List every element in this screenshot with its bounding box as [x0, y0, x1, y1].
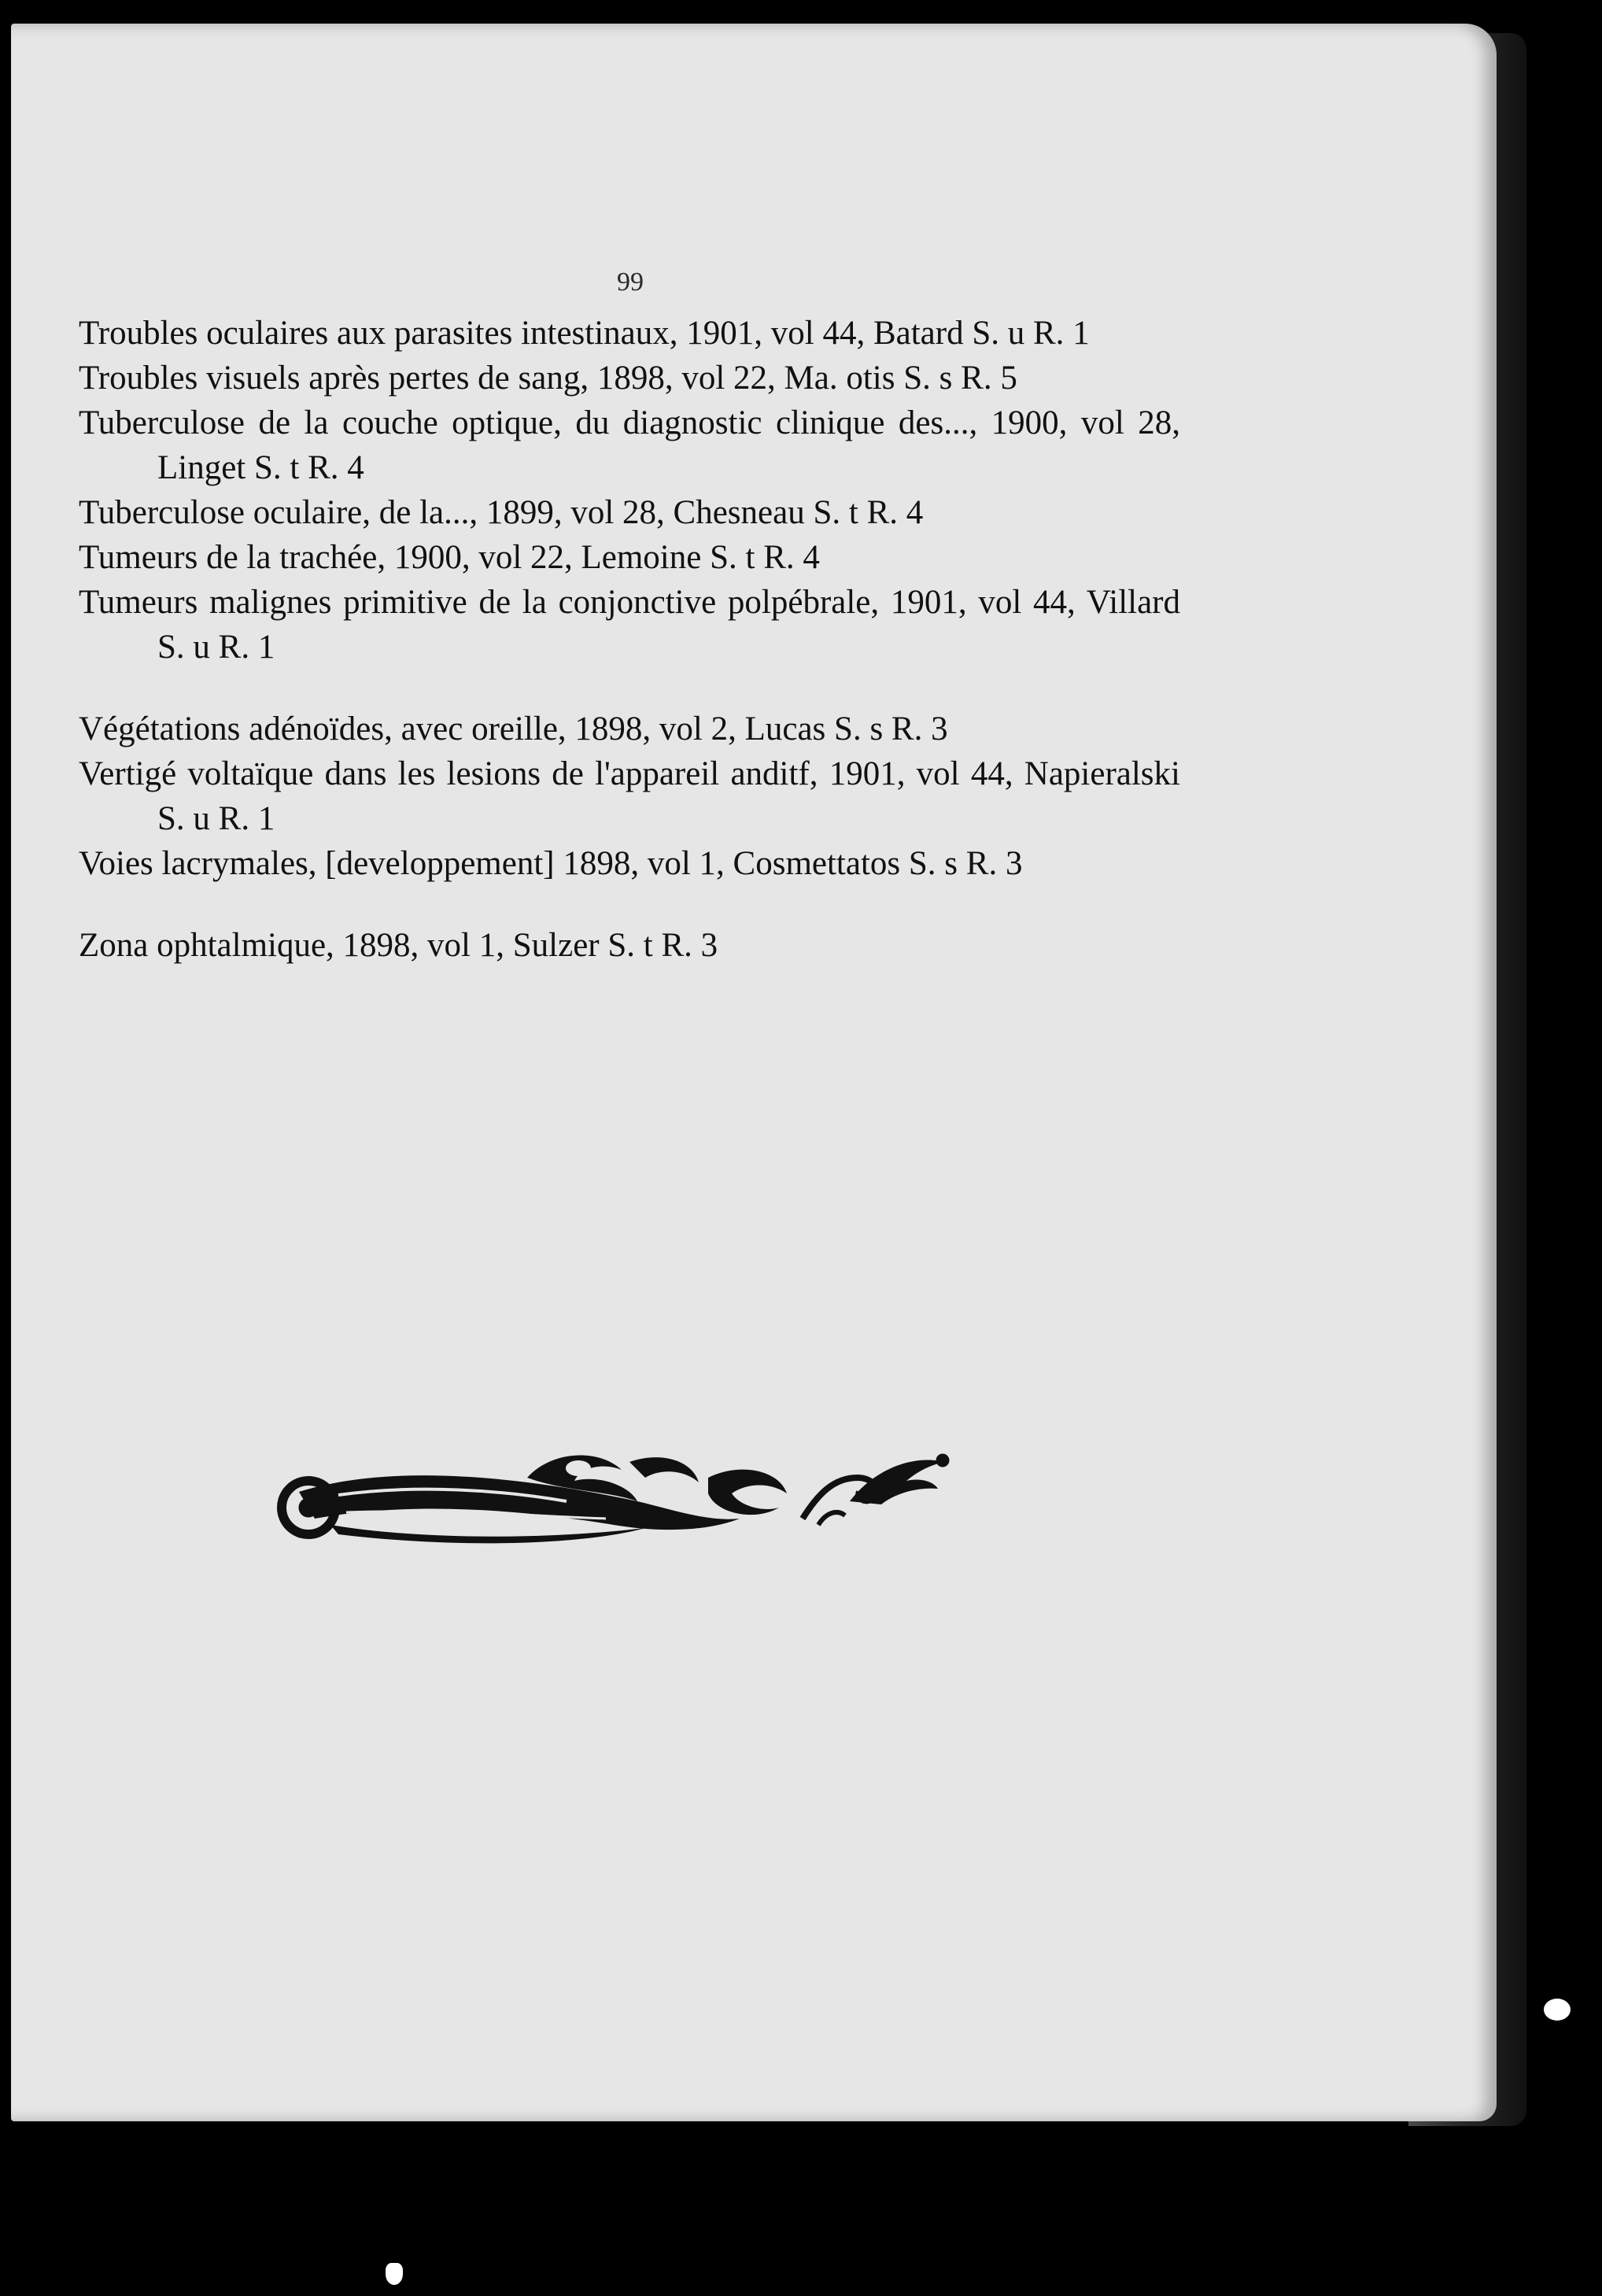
index-entry: [79, 923, 1180, 968]
index-entry: [79, 356, 1180, 401]
entry-reference: S. t R. 4: [254, 449, 364, 486]
entry-text: Zona ophtalmique, 1898, vol 1, Sulzer: [79, 927, 600, 964]
floral-scroll-ornament-icon: [268, 1446, 960, 1552]
index-entry: [79, 580, 1180, 670]
scan-speck: [386, 2263, 403, 2285]
entry-text: Tumeurs malignes primitive de la conjonctive polpébrale, 1901, vol 44, Villard: [79, 584, 1180, 621]
index-entry: [79, 311, 1180, 356]
group-separator: [79, 670, 1180, 707]
entry-reference: S. s R. 3: [834, 711, 948, 747]
index-entry: [79, 535, 1180, 580]
entry-text: Troubles oculaires aux parasites intestinaux, 1901, vol 44, Batard: [79, 315, 964, 352]
index-list: [79, 311, 1180, 968]
entry-text: Vertigé voltaïque dans les lesions de l'appareil anditf, 1901, vol 44, Napieralski: [79, 755, 1180, 792]
page-number: 99: [617, 268, 644, 297]
index-entry: [79, 841, 1180, 886]
entry-text: Troubles visuels après pertes de sang, 1898, vol 22, Ma. otis: [79, 360, 895, 397]
entry-text: Tumeurs de la trachée, 1900, vol 22, Lemoine: [79, 539, 702, 576]
entry-reference: S. u R. 1: [157, 629, 275, 666]
entry-text: Végétations adénoïdes, avec oreille, 1898, vol 2, Lucas: [79, 711, 826, 747]
entry-text: Voies lacrymales, [developpement] 1898, vol 1, Cosmettatos: [79, 845, 901, 882]
entry-reference: S. s R. 5: [903, 360, 1017, 397]
entry-reference: S. u R. 1: [972, 315, 1090, 352]
entry-reference: S. t R. 4: [813, 494, 924, 531]
index-entry: [79, 707, 1180, 751]
entry-reference: S. t R. 4: [710, 539, 820, 576]
index-entry: [79, 490, 1180, 535]
entry-reference: S. t R. 3: [607, 927, 718, 964]
entry-text: Tuberculose oculaire, de la..., 1899, vol 28, Chesneau: [79, 494, 805, 531]
index-entry: [79, 751, 1180, 841]
entry-text: Tuberculose de la couche optique, du diagnostic clinique des..., 1900, vol 28, Linget: [79, 404, 1180, 486]
index-entry: [79, 401, 1180, 490]
group-separator: [79, 886, 1180, 923]
entry-reference: S. s R. 3: [908, 845, 1023, 882]
scan-speck: [1544, 1999, 1571, 2021]
entry-reference: S. u R. 1: [157, 800, 275, 837]
